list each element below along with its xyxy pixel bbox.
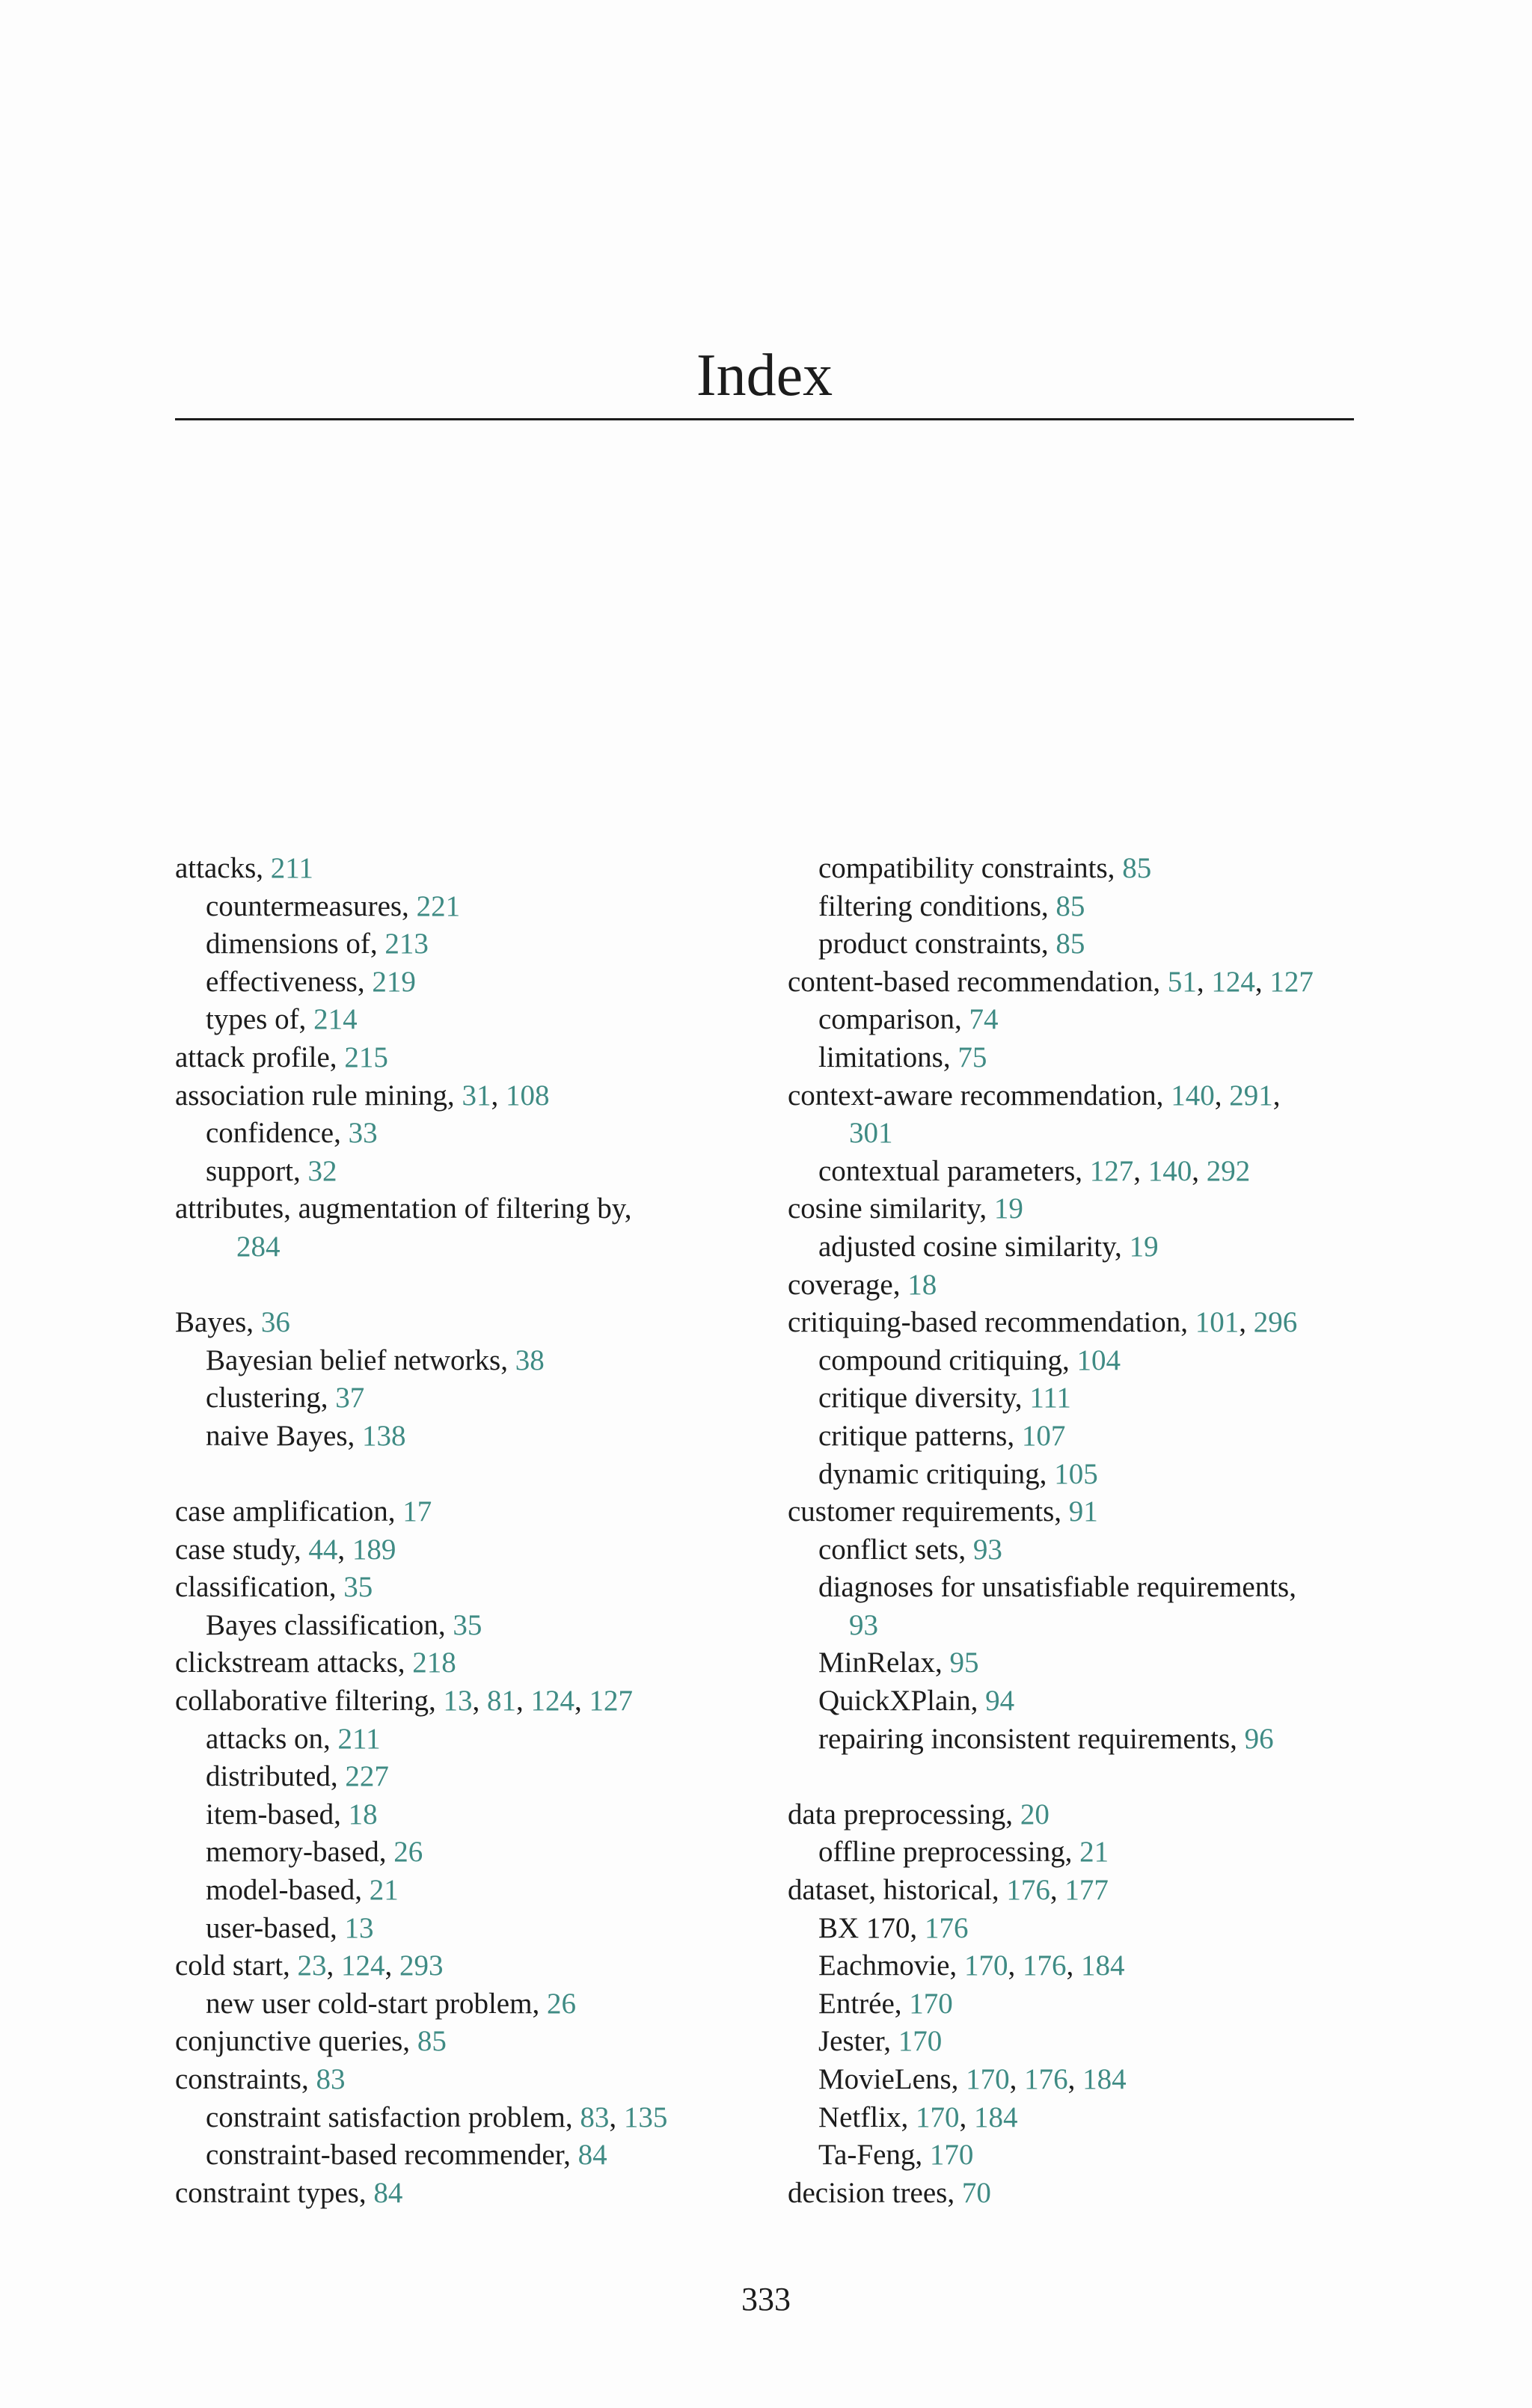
entry-term: dimensions of,	[206, 928, 385, 961]
page-link[interactable]: 35	[453, 1608, 482, 1641]
index-subentry	[175, 1833, 773, 1872]
page-link[interactable]: 84	[577, 2139, 607, 2172]
entry-term: effectiveness,	[206, 965, 373, 998]
index-column-left	[175, 850, 773, 2212]
entry-term: attacks,	[175, 852, 271, 884]
entry-term: Netflix,	[818, 2101, 916, 2133]
page-link[interactable]: 189	[352, 1533, 396, 1566]
index-subentry	[175, 925, 773, 963]
index-entry	[788, 1266, 1386, 1305]
index-entry	[788, 1796, 1386, 1834]
page-link[interactable]: 18	[348, 1798, 378, 1830]
index-entry-continuation	[788, 1115, 1386, 1153]
entry-term: attacks on,	[206, 1722, 338, 1755]
entry-term: MovieLens,	[818, 2063, 966, 2095]
page-link[interactable]: 96	[1244, 1722, 1274, 1755]
page-link[interactable]: 101	[1195, 1306, 1240, 1339]
index-entry	[788, 1493, 1386, 1531]
page-link[interactable]: 19	[993, 1192, 1023, 1225]
index-entry	[175, 1644, 773, 1682]
page-link[interactable]: 33	[348, 1117, 378, 1150]
page-separator: ,	[1196, 965, 1212, 998]
entry-term: offline preprocessing,	[818, 1836, 1080, 1869]
page-link[interactable]: 215	[344, 1041, 388, 1073]
entry-term: repairing inconsistent requirements,	[818, 1722, 1245, 1755]
page-link[interactable]: 32	[307, 1154, 337, 1187]
page-link[interactable]: 176	[1024, 2063, 1068, 2095]
entry-term: constraint types,	[175, 2176, 374, 2209]
page-link[interactable]: 214	[313, 1003, 358, 1036]
page-link[interactable]: 176	[1022, 1949, 1067, 1982]
page-link[interactable]: 26	[393, 1836, 423, 1869]
index-entry	[788, 963, 1386, 1002]
index-subentry	[175, 1001, 773, 1039]
page-link[interactable]: 108	[505, 1079, 550, 1112]
page-link[interactable]: 84	[373, 2176, 403, 2209]
page-link[interactable]: 44	[308, 1533, 338, 1566]
entry-term: MinRelax,	[818, 1646, 950, 1679]
page-separator: ,	[609, 2101, 624, 2133]
page-link[interactable]: 85	[1055, 928, 1085, 961]
index-entry-continuation	[788, 1607, 1386, 1645]
page-link[interactable]: 104	[1076, 1344, 1121, 1376]
page-link[interactable]: 31	[462, 1079, 491, 1112]
entry-term: constraint satisfaction problem,	[206, 2101, 580, 2133]
entry-term: attributes, augmentation of filtering by,	[175, 1192, 632, 1225]
page-link[interactable]: 127	[1269, 965, 1314, 998]
page-link[interactable]: 184	[1080, 1949, 1125, 1982]
index-entry	[175, 1493, 773, 1531]
index-subentry	[788, 1721, 1386, 1759]
page-separator: ,	[574, 1685, 589, 1718]
index-entry	[788, 2175, 1386, 2213]
index-subentry	[175, 1379, 773, 1418]
index-entry	[175, 1682, 773, 1721]
entry-term: constraints,	[175, 2063, 316, 2095]
entry-term: countermeasures,	[206, 889, 417, 922]
index-entry	[788, 1304, 1386, 1342]
index-entry-continuation	[175, 1228, 773, 1266]
entry-term: clustering,	[206, 1382, 336, 1415]
entry-term: association rule mining,	[175, 1079, 462, 1112]
entry-term: memory-based,	[206, 1836, 394, 1869]
index-entry	[175, 1077, 773, 1115]
page-link[interactable]: 85	[1122, 852, 1152, 884]
page-link[interactable]: 35	[343, 1571, 373, 1604]
page-link[interactable]: 26	[546, 1987, 576, 2020]
index-subentry	[175, 1758, 773, 1796]
page-link[interactable]: 91	[1068, 1495, 1098, 1528]
index-subentry	[175, 1872, 773, 1910]
page-link[interactable]: 138	[362, 1419, 406, 1452]
entry-term: Ta-Feng,	[818, 2139, 930, 2172]
index-subentry	[788, 2023, 1386, 2061]
entry-gap	[175, 1456, 773, 1494]
page-link[interactable]: 170	[929, 2139, 974, 2172]
index-subentry	[788, 1153, 1386, 1191]
page-link[interactable]: 83	[580, 2101, 610, 2133]
entry-term: critique diversity,	[818, 1382, 1030, 1415]
page-link[interactable]: 23	[297, 1949, 327, 1982]
entry-term: Eachmovie,	[818, 1949, 964, 1982]
index-column-right	[788, 850, 1386, 2212]
page-link[interactable]: 93	[972, 1533, 1002, 1566]
page-separator: ,	[1214, 1079, 1230, 1112]
entry-term: customer requirements,	[788, 1495, 1069, 1528]
entry-term: context-aware recommendation,	[788, 1079, 1171, 1112]
entry-term: cosine similarity,	[788, 1192, 994, 1225]
page-link[interactable]: 51	[1167, 965, 1197, 998]
index-subentry	[175, 2136, 773, 2175]
page-link[interactable]: 105	[1054, 1457, 1098, 1490]
index-entry	[175, 1190, 773, 1228]
entry-term: Bayes classification,	[206, 1608, 453, 1641]
entry-term: filtering conditions,	[818, 889, 1056, 922]
page-link[interactable]: 176	[1006, 1874, 1050, 1907]
index-subentry	[175, 1796, 773, 1834]
page-link[interactable]: 301	[849, 1117, 893, 1150]
entry-term: adjusted cosine similarity,	[818, 1230, 1130, 1263]
page-link[interactable]: 184	[973, 2101, 1018, 2133]
index-subentry	[788, 1001, 1386, 1039]
page-link[interactable]: 93	[849, 1608, 878, 1641]
index-subentry	[788, 1342, 1386, 1380]
entry-term: limitations,	[818, 1041, 958, 1073]
entry-term: conjunctive queries,	[175, 2025, 417, 2058]
page-link[interactable]: 75	[958, 1041, 987, 1073]
index-entry	[175, 1947, 773, 1985]
page-link[interactable]: 227	[345, 1760, 389, 1793]
entry-term: coverage,	[788, 1268, 908, 1301]
index-subentry	[175, 2099, 773, 2137]
page-title: Index	[696, 343, 833, 408]
entry-term: product constraints,	[818, 928, 1056, 961]
entry-term: user-based,	[206, 1911, 345, 1944]
index-subentry	[788, 1833, 1386, 1872]
index-subentry	[788, 2136, 1386, 2175]
page-link[interactable]: 13	[344, 1911, 374, 1944]
page-separator: ,	[1067, 2063, 1083, 2095]
entry-term: constraint-based recommender,	[206, 2139, 578, 2172]
entry-term: Bayes,	[175, 1306, 261, 1339]
page-link[interactable]: 19	[1129, 1230, 1159, 1263]
entry-term: data preprocessing,	[788, 1798, 1020, 1830]
index-subentry	[175, 1115, 773, 1153]
entry-term: case study,	[175, 1533, 309, 1566]
index-subentry	[788, 2099, 1386, 2137]
index-subentry	[788, 1569, 1386, 1607]
index-subentry	[788, 1531, 1386, 1569]
page-separator: ,	[1066, 1949, 1081, 1982]
index-entry	[175, 2061, 773, 2099]
page-link[interactable]: 170	[909, 1987, 953, 2020]
index-subentry	[175, 1342, 773, 1380]
page-number: 333	[741, 2281, 791, 2317]
index-subentry	[175, 1985, 773, 2023]
trailing-punctuation: ,	[1272, 1079, 1281, 1112]
page-link[interactable]: 218	[412, 1646, 456, 1679]
page-separator: ,	[1133, 1154, 1148, 1187]
page-link[interactable]: 81	[486, 1685, 516, 1718]
page-link[interactable]: 127	[1089, 1154, 1134, 1187]
entry-term: Bayesian belief networks,	[206, 1344, 515, 1376]
index-entry	[788, 1872, 1386, 1910]
page-link[interactable]: 36	[260, 1306, 290, 1339]
entry-term: content-based recommendation,	[788, 965, 1168, 998]
index-subentry	[788, 1682, 1386, 1721]
index-entry	[175, 850, 773, 888]
page-link[interactable]: 38	[515, 1344, 545, 1376]
page-separator: ,	[1008, 1949, 1023, 1982]
entry-term: attack profile,	[175, 1041, 345, 1073]
entry-term: distributed,	[206, 1760, 346, 1793]
page-link[interactable]: 127	[589, 1685, 633, 1718]
entry-term: compound critiquing,	[818, 1344, 1077, 1376]
page-link[interactable]: 124	[341, 1949, 385, 1982]
page-link[interactable]: 170	[966, 2063, 1010, 2095]
page-link[interactable]: 94	[985, 1685, 1015, 1718]
page-separator: ,	[1254, 965, 1270, 998]
page-separator: ,	[384, 1949, 400, 1982]
entry-term: QuickXPlain,	[818, 1685, 986, 1718]
index-subentry	[175, 1153, 773, 1191]
index-subentry	[175, 1418, 773, 1456]
page-link[interactable]: 21	[1079, 1836, 1109, 1869]
page-link[interactable]: 140	[1148, 1154, 1192, 1187]
entry-term: dynamic critiquing,	[818, 1457, 1055, 1490]
page-link[interactable]: 37	[335, 1382, 365, 1415]
page-link[interactable]: 135	[623, 2101, 668, 2133]
entry-term: critiquing-based recommendation,	[788, 1306, 1195, 1339]
index-entry	[788, 1077, 1386, 1115]
entry-term: cold start,	[175, 1949, 298, 1982]
page-link[interactable]: 13	[443, 1685, 473, 1718]
page-link[interactable]: 70	[961, 2176, 991, 2209]
entry-term: decision trees,	[788, 2176, 962, 2209]
page-link[interactable]: 177	[1064, 1874, 1109, 1907]
page-link[interactable]: 184	[1082, 2063, 1127, 2095]
entry-term: new user cold-start problem,	[206, 1987, 547, 2020]
page-link[interactable]: 20	[1020, 1798, 1050, 1830]
index-subentry	[788, 1910, 1386, 1948]
page-separator: ,	[326, 1949, 342, 1982]
page-link[interactable]: 284	[236, 1230, 281, 1263]
page-link[interactable]: 111	[1029, 1382, 1071, 1415]
page-link[interactable]: 176	[924, 1911, 969, 1944]
entry-term: critique patterns,	[818, 1419, 1022, 1452]
page-link[interactable]: 95	[949, 1646, 979, 1679]
index-entry	[175, 2023, 773, 2061]
page-link[interactable]: 219	[372, 965, 416, 998]
page-link[interactable]: 107	[1021, 1419, 1066, 1452]
page-link[interactable]: 17	[402, 1495, 432, 1528]
entry-gap	[175, 1266, 773, 1305]
index-entry	[175, 2175, 773, 2213]
page-separator: ,	[491, 1079, 506, 1112]
index-subentry	[175, 1910, 773, 1948]
entry-term: collaborative filtering,	[175, 1685, 444, 1718]
index-subentry	[788, 1418, 1386, 1456]
page-separator: ,	[1239, 1306, 1254, 1339]
index-subentry	[175, 963, 773, 1002]
entry-term: types of,	[206, 1003, 314, 1036]
entry-term: dataset, historical,	[788, 1874, 1007, 1907]
index-subentry	[788, 2061, 1386, 2099]
entry-term: conflict sets,	[818, 1533, 973, 1566]
index-subentry	[175, 888, 773, 926]
index-subentry	[788, 1379, 1386, 1418]
page-link[interactable]: 211	[270, 852, 313, 884]
page-link[interactable]: 124	[530, 1685, 574, 1718]
index-subentry	[175, 1721, 773, 1759]
page-link[interactable]: 140	[1171, 1079, 1215, 1112]
entry-term: BX 170,	[818, 1911, 925, 1944]
index-entry	[175, 1531, 773, 1569]
page-link[interactable]: 292	[1206, 1154, 1251, 1187]
index-subentry	[788, 1947, 1386, 1985]
index-subentry	[788, 925, 1386, 963]
page-link[interactable]: 85	[1055, 889, 1085, 922]
entry-term: case amplification,	[175, 1495, 403, 1528]
page-separator: ,	[1050, 1874, 1065, 1907]
page-link[interactable]: 170	[898, 2025, 943, 2058]
index-subentry	[788, 850, 1386, 888]
page-link[interactable]: 21	[369, 1874, 399, 1907]
entry-term: naive Bayes,	[206, 1419, 363, 1452]
page-separator: ,	[1192, 1154, 1207, 1187]
page-link[interactable]: 296	[1253, 1306, 1298, 1339]
entry-term: Entrée,	[818, 1987, 910, 2020]
page-link[interactable]: 83	[316, 2063, 346, 2095]
entry-term: support,	[206, 1154, 308, 1187]
entry-term: classification,	[175, 1571, 344, 1604]
page-link[interactable]: 211	[337, 1722, 381, 1755]
entry-term: clickstream attacks,	[175, 1646, 413, 1679]
page-link[interactable]: 293	[399, 1949, 444, 1982]
index-subentry	[788, 1228, 1386, 1266]
page-link[interactable]: 85	[417, 2025, 447, 2058]
page-link[interactable]: 170	[915, 2101, 960, 2133]
page-separator: ,	[515, 1685, 531, 1718]
entry-term: compatibility constraints,	[818, 852, 1123, 884]
index-subentry	[788, 888, 1386, 926]
page-link[interactable]: 74	[969, 1003, 999, 1036]
index-subentry	[788, 1644, 1386, 1682]
page-link[interactable]: 213	[384, 928, 429, 961]
page-link[interactable]: 291	[1229, 1079, 1273, 1112]
index-entry	[175, 1039, 773, 1077]
page-link[interactable]: 221	[416, 889, 461, 922]
entry-term: contextual parameters,	[818, 1154, 1090, 1187]
page-link[interactable]: 170	[963, 1949, 1008, 1982]
entry-term: Jester,	[818, 2025, 898, 2058]
entry-term: comparison,	[818, 1003, 969, 1036]
page-separator: ,	[472, 1685, 487, 1718]
page-link[interactable]: 18	[907, 1268, 937, 1301]
entry-gap	[788, 1758, 1386, 1796]
entry-term: model-based,	[206, 1874, 370, 1907]
index-subentry	[175, 1607, 773, 1645]
index-subentry	[788, 1985, 1386, 2023]
page-separator: ,	[959, 2101, 974, 2133]
page-separator: ,	[1009, 2063, 1025, 2095]
title-rule	[175, 418, 1354, 420]
entry-term: diagnoses for unsatisfiable requirements,	[818, 1571, 1296, 1604]
page-separator: ,	[337, 1533, 352, 1566]
index-entry	[175, 1304, 773, 1342]
index-entry	[175, 1569, 773, 1607]
entry-term: item-based,	[206, 1798, 349, 1830]
entry-term: confidence,	[206, 1117, 349, 1150]
index-subentry	[788, 1039, 1386, 1077]
index-subentry	[788, 1456, 1386, 1494]
index-entry	[788, 1190, 1386, 1228]
page-link[interactable]: 124	[1211, 965, 1255, 998]
